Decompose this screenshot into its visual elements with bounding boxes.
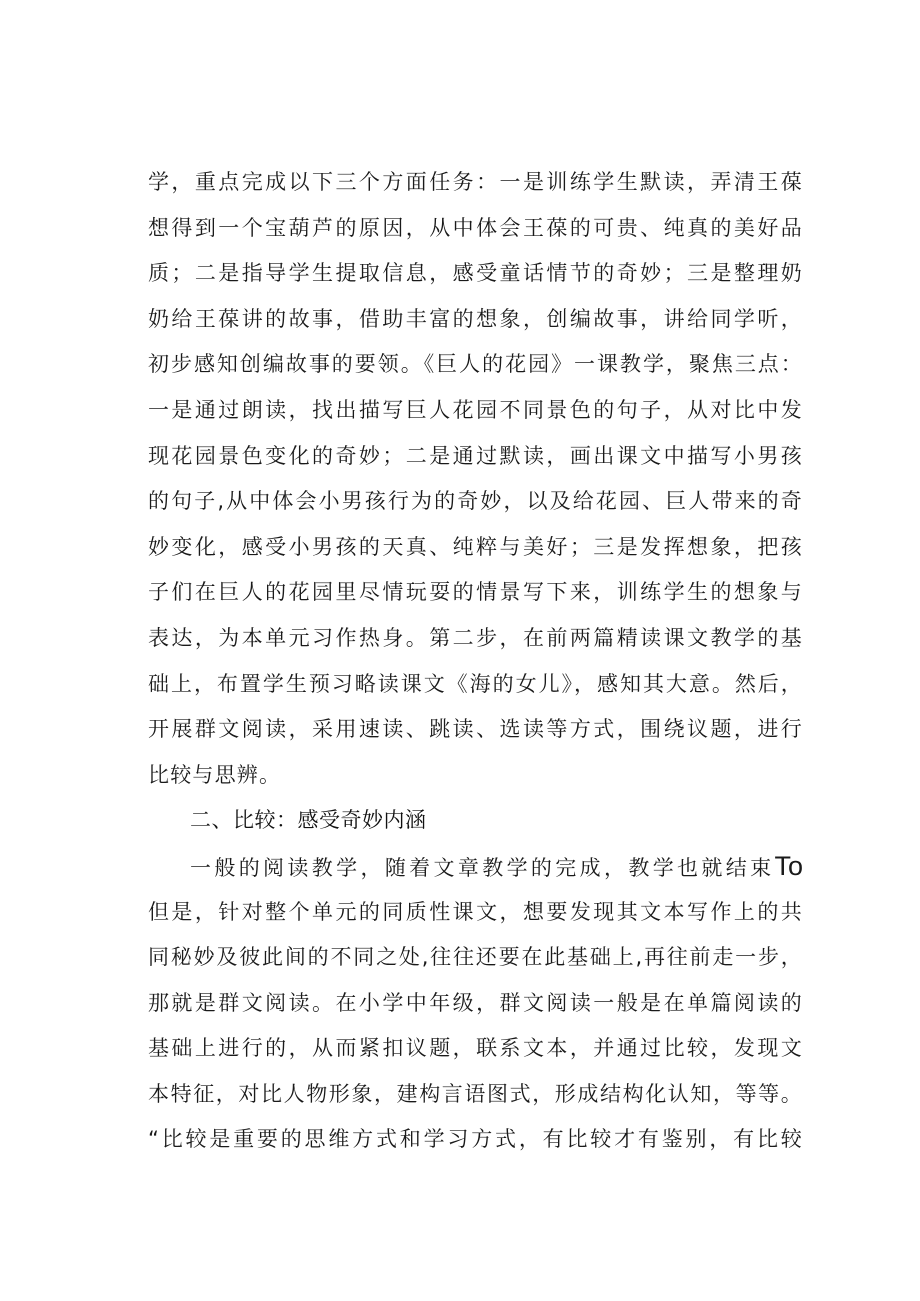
paragraph-line: 的句子,从中体会小男孩行为的奇妙，以及给花园、巨人带来的奇: [148, 489, 803, 514]
paragraph-line: 基础上进行的，从而紧扣议题，联系文本，并通过比较，发现文: [148, 1036, 803, 1061]
paragraph-line: 本特征，对比人物形象，建构言语图式，形成结构化认知，等等。: [148, 1081, 803, 1106]
paragraph-line: 现花园景色变化的奇妙；二是通过默读，画出课文中描写小男孩: [148, 443, 803, 468]
paragraph-line: 比较与思辨。: [148, 762, 282, 787]
paragraph-line: 表达，为本单元习作热身。第二步，在前两篇精读课文教学的基: [148, 625, 803, 650]
paragraph-line: 想得到一个宝葫芦的原因，从中体会王葆的可贵、纯真的美好品: [148, 215, 803, 240]
paragraph-line: 开展群文阅读，采用速读、跳读、选读等方式，围绕议题，进行: [148, 717, 803, 742]
section-heading: 二、比较：感受奇妙内涵: [190, 809, 427, 833]
paragraph-line: 学，重点完成以下三个方面任务：一是训练学生默读，弄清王葆: [148, 170, 803, 194]
paragraph-line: 同秘妙及彼此间的不同之处,往往还要在此基础上,再往前走一步，: [148, 945, 803, 970]
paragraph-first-line-text: 一般的阅读教学，随着文章教学的完成，教学也就结束: [190, 855, 775, 880]
paragraph-line: 妙变化，感受小男孩的天真、纯粹与美好；三是发挥想象，把孩: [148, 534, 803, 559]
paragraph-line: 初步感知创编故事的要领。《巨人的花园》一课教学，聚焦三点：: [148, 352, 803, 377]
paragraph-first-line: [148, 844, 803, 890]
document-body: [148, 160, 803, 1163]
paragraph-line: “比较是重要的思维方式和学习方式，有比较才有鉴别，有比较: [148, 1127, 803, 1152]
paragraph-line: 础上，布置学生预习略读课文《海的女儿》，感知其大意。然后，: [148, 671, 803, 696]
paragraph-line: 但是，针对整个单元的同质性课文，想要发现其文本写作上的共: [148, 899, 803, 924]
paragraph-line: 那就是群文阅读。在小学中年级，群文阅读一般是在单篇阅读的: [148, 990, 803, 1015]
paragraph-first-line-tail: To: [774, 850, 803, 881]
paragraph-line: 质；二是指导学生提取信息，感受童话情节的奇妙；三是整理奶: [148, 261, 803, 286]
paragraph-line: 一是通过朗读，找出描写巨人花园不同景色的句子，从对比中发: [148, 397, 803, 422]
paragraph-line: 奶给王葆讲的故事，借助丰富的想象，创编故事，讲给同学听，: [148, 306, 803, 331]
paragraph-line: 子们在巨人的花园里尽情玩耍的情景写下来，训练学生的想象与: [148, 580, 803, 605]
